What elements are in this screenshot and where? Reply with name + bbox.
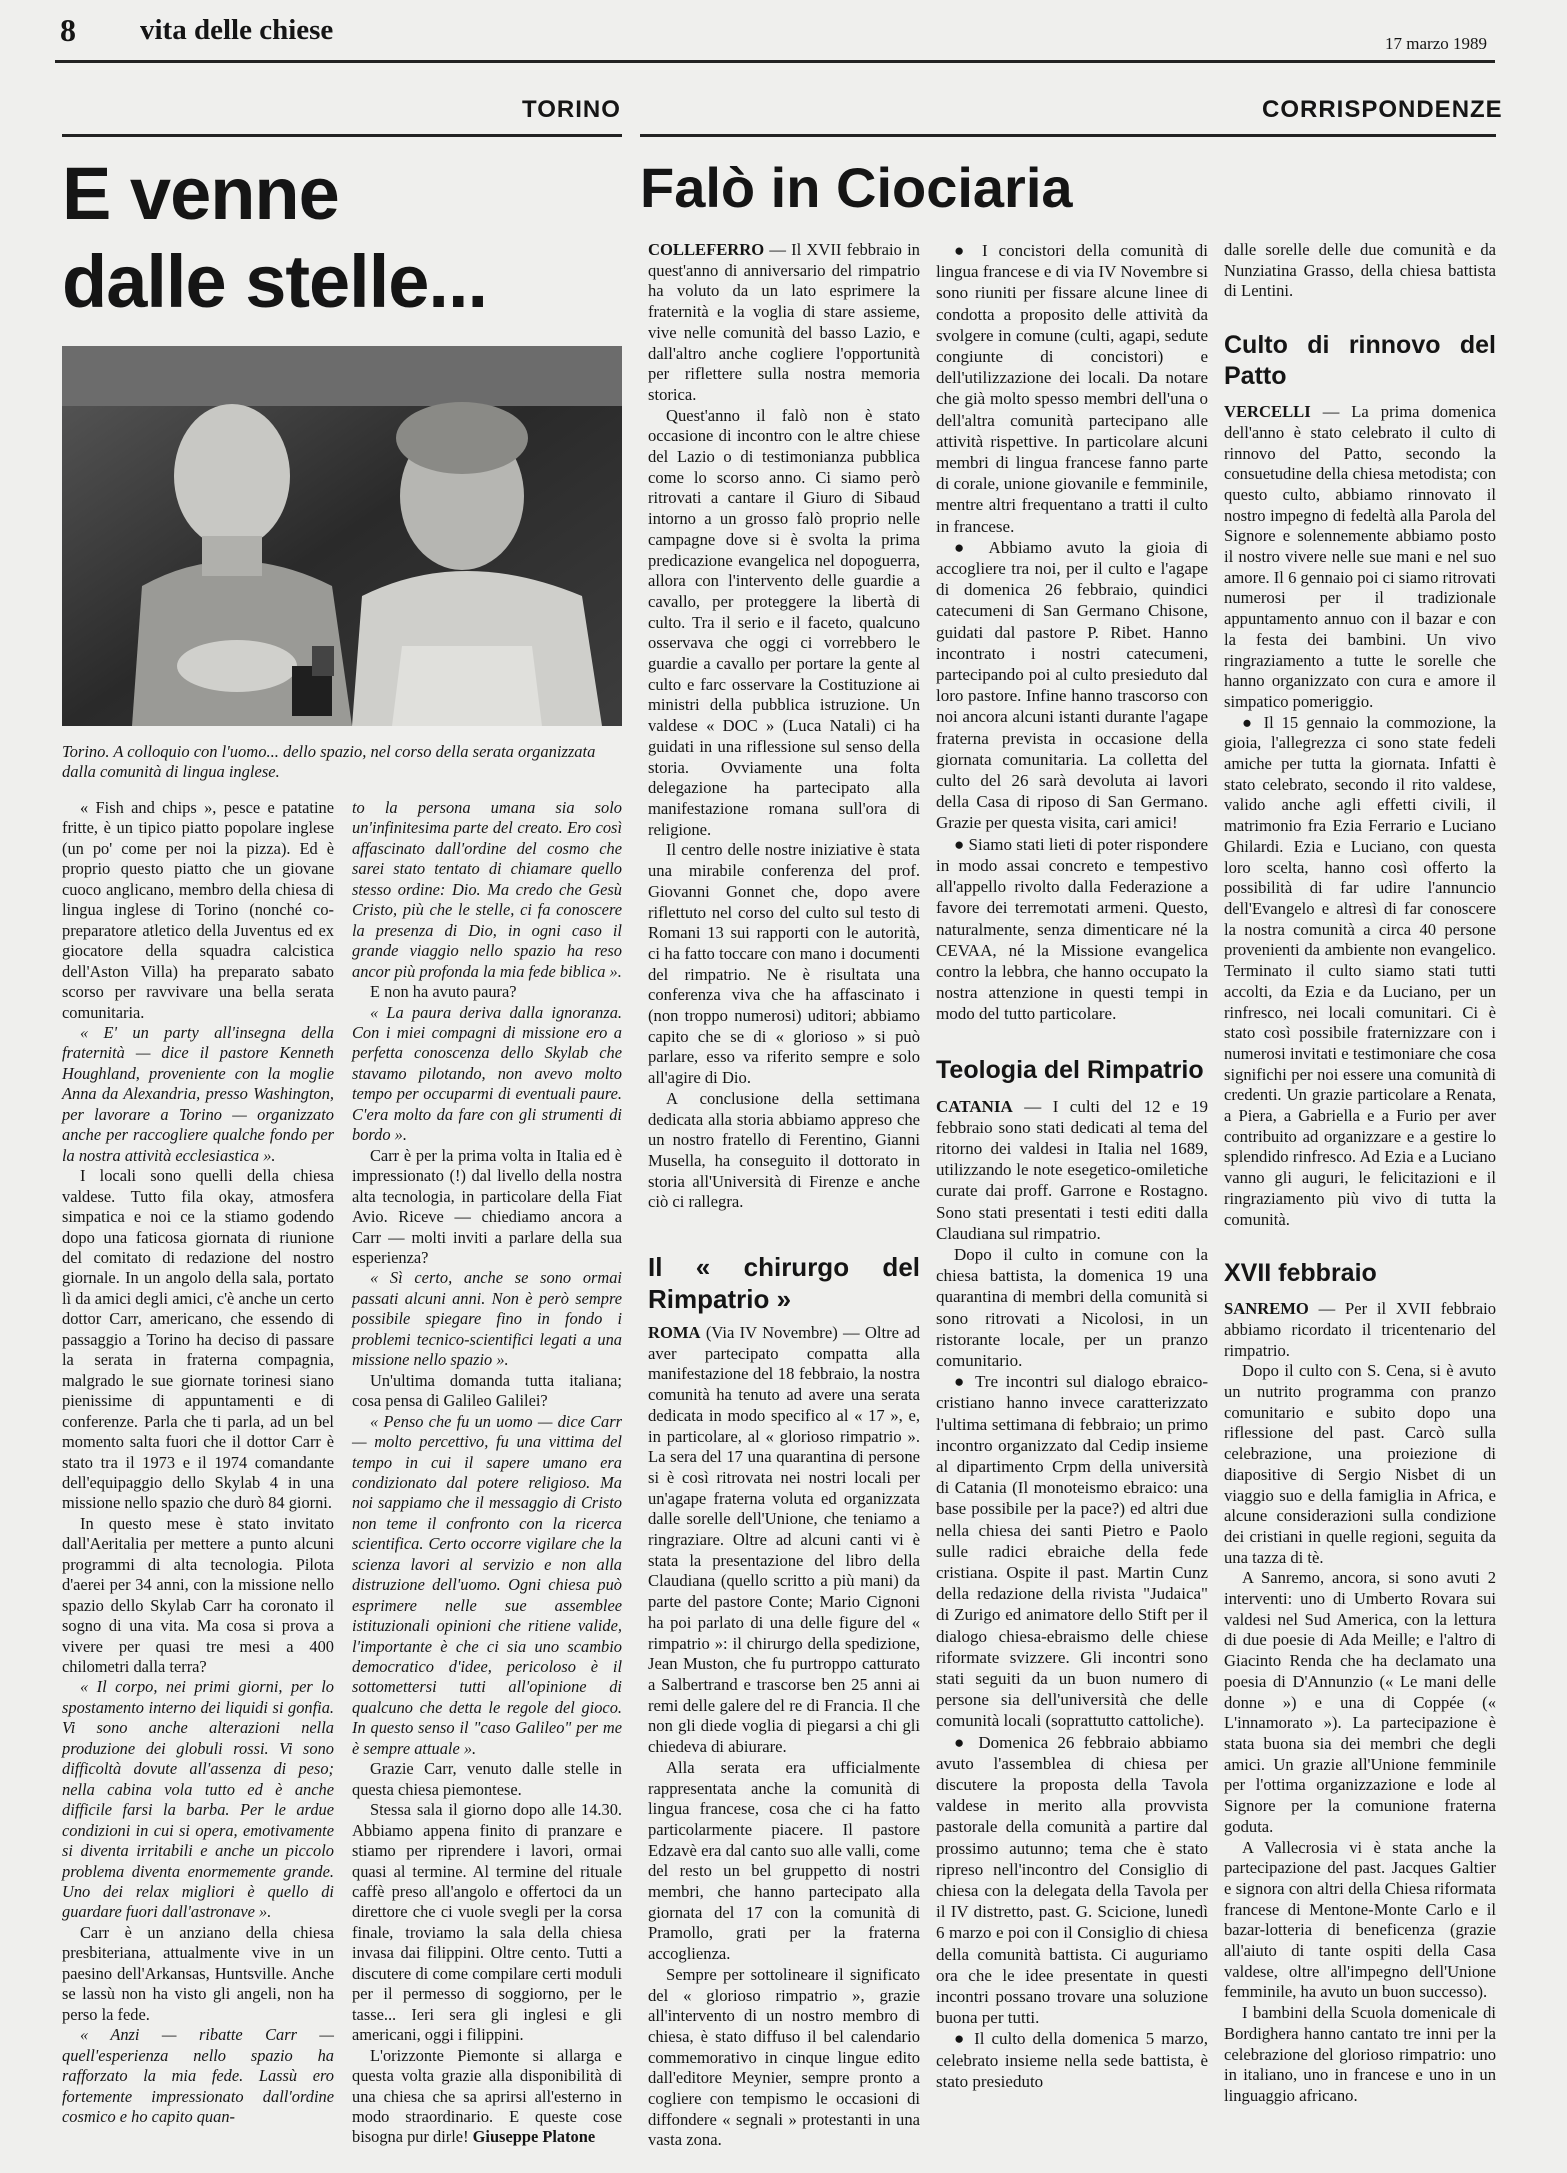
dateline-catania: CATANIA — [936, 1096, 1013, 1116]
paragraph: Dopo il culto con S. Cena, si è avuto un nutrito programma con pranzo comunitario e subito dopo una riflessione del past. Carcò sulla celebrazione, una proiezione di diapositive di Sergio Nisbet di un viaggio suo e della famiglia in Africa, e alcune considerazioni sulla condizione dei cristiani in quelle regioni, seguita da una tazza di tè. — [1224, 1361, 1496, 1567]
paragraph: « Fish and chips », pesce e patatine fritte, è un tipico piatto popolare inglese (un po' come per noi la pizza). Ed è proprio questo piatto che un giovane cuoco anglicano, membro della chiesa di lingua inglese di Torino (nonché co-preparatore atletico della Juventus ed ex giocatore della squadra calcistica dell'Aston Villa) ha preparato sabato scorso per ravvivare una bella serata comunitaria. — [62, 798, 334, 1022]
paragraph: ● Abbiamo avuto la gioia di accogliere tra noi, per il culto e l'agape di domenica 26 febbraio, quindici catecumeni di San Germano Chisone, guidati dal pastore P. Ribet. Hanno incontrato i nostri catecumeni, partecipando poi al culto presieduto dal loro pastore. Infine hanno trascorso con noi ancora alcuni istanti durante l'agape fraterna prevista in occasione della giornata comunitaria. La colletta del culto del 26 sarà devoluta ai lavori della Casa di riposo di San Germano. Grazie per questa visita, cari amici! — [936, 537, 1208, 834]
paragraph: « La paura deriva dalla ignoranza. Con i miei compagni di missione ero a perfetta conoscenza dello Skylab che stavamo pilotando, non avevo molto tempo per occuparmi di eventuali paure. C'era molto da fare con gli strumenti di bordo ». — [352, 1002, 622, 1145]
paragraph-text: (Via IV Novembre) — Oltre ad aver partecipato compatta alla manifestazione del 18 febbraio, la nostra comunità ha tenuto ad avere una serata dedicata in modo specifico al « 17 », e, in particolare, al « glorioso rimpatrio ». La sera del 17 una quarantina di persone si è così ritrovata nei nostri locali per un'agape fraterna voluta ed organizzata dalle sorelle dell'Unione, che teniamo a ringraziare. Oltre ad alcuni canti vi è stata la presentazione del libro della Claudiana (quello scritto a più mani) da parte del pastore Conte; Mario Cignoni ha poi parlato di una delle figure del « rimpatrio »: il chirurgo della spedizione, Jean Muston, che fu purtroppo catturato a Salbertrand e trascorse ben 25 anni ai remi delle galere del re di Francia. Il che non gli diede voglia di piegarsi a chi gli chiedeva di abiurare. — [648, 1323, 920, 1757]
paragraph-text: L'orizzonte Piemonte si allarga e questa volta grazie alla disponibilità di una chiesa che sa aprirsi all'esterno in modo straordinario. E queste cose bisogna pur dirle! — [352, 2045, 622, 2147]
paragraph: ● Il culto della domenica 5 marzo, celebrato insieme nella sede battista, è stato presieduto — [936, 2028, 1208, 2092]
subheading-teologia-title: Teologia del Rimpatrio — [936, 1055, 1204, 1084]
paragraph: I bambini della Scuola domenicale di Bordighera hanno cantato tre inni per la celebrazione del glorioso rimpatrio: uno in italiano, uno in francese e uno in un linguaggio africano. — [1224, 2003, 1496, 2105]
paragraph: ● Siamo stati lieti di poter rispondere in modo assai concreto e tempestivo all'appello rivolto dalla Federazione a favore dei terremotati armeni. Questo, naturalmente, senza dimenticare né la CEVAA, né la Missione evangelica contro la lebbra, che hanno occupato la nostra attenzione in questi tempi in modo del tutto particolare. — [936, 834, 1208, 1025]
article2-column-1 — [648, 240, 920, 2151]
paragraph: Un'ultima domanda tutta italiana; cosa pensa di Galileo Galilei? — [352, 1370, 622, 1411]
paragraph: « E' un party all'insegna della fraternità — dice il pastore Kenneth Houghland, proveniente con la moglie Anna da Alexandria, presso Washington, per lavorare a Torino — organizzato anche per raccogliere qualche fondo per la nostra attività ecclesiastica ». — [62, 1022, 334, 1165]
paragraph — [352, 2046, 622, 2148]
paragraph-text: — Per il XVII febbraio abbiamo ricordato il tricentenario del rimpatrio. — [1224, 1299, 1496, 1360]
paragraph: A Vallecrosia vi è stata anche la partecipazione del past. Jacques Galtier e signora con altri della Chiesa riformata francese di Mentone-Monte Carlo e il bazar-lotteria di beneficenza (grazie all'aiuto di tante ospiti della Casa valdese, oltre all'impegno dell'Unione femminile, ha avuto un buon successo). — [1224, 1837, 1496, 2002]
page-number: 8 — [60, 12, 76, 48]
section-label-corrispondenze: CORRISPONDENZE — [1262, 96, 1503, 123]
paragraph: Il centro delle nostre iniziative è stata una mirabile conferenza del prof. Giovanni Gonnet che, dopo avere riflettuto nel corso del culto sul testo di Romani 13 sui rapporti con le autorità, ci ha fatto toccare con mano i documenti del rimpatrio. Ne è risultata una conferenza viva che ha affascinato i (non troppo numerosi) uditori; abbiamo capito che se di « glorioso » si può parlare, esso va riferito sempre e solo all'agire di Dio. — [648, 840, 920, 1088]
paragraph — [1224, 402, 1496, 713]
paragraph-text: — Il XVII febbraio in quest'anno di anniversario del rimpatrio ha voluto da un lato esprimere la fraternità e la voglia di stare assieme, vive nelle comunità del basso Lazio, e dall'altro anche cogliere l'opportunità per riflettere sulla nostra memoria storica. — [648, 240, 920, 404]
paragraph: ● Tre incontri sul dialogo ebraico-cristiano hanno invece caratterizzato l'ultima settimana di febbraio; un primo incontro organizzato dal Cedip insieme al dipartimento Crpm della università di Catania (Il monoteismo ebraico: una base possibile per la pace?) ed altri due nella chiesa dei santi Pietro e Paolo sulle radici ebraiche della fede cristiana. Ospite il past. Martin Cunz della redazione della rivista "Judaica" di Zurigo ed animatore dello Stift per il dialogo chiesa-ebraismo delle chiese riformate svizzere. Gli incontri sono stati seguiti da un buon numero di persone sia dell'università che delle comunità locali (soprattutto cattoliche). — [936, 1371, 1208, 1731]
paragraph-text: — I culti del 12 e 19 febbraio sono stati dedicati al tema del ritorno dei valdesi in Italia nel 1689, utilizzando le note esegetico-omiletiche curate dai proff. Garrone e Rostagno. Sono stati presentati i testi editi dalla Claudiana sul rimpatrio. — [936, 1096, 1209, 1243]
article-title-torino — [62, 150, 622, 326]
paragraph: « Penso che fu un uomo — dice Carr — molto percettivo, fu una vittima del tempo in cui il sapere umano era condizionato dal potere religioso. Ma noi sappiamo che il messaggio di Cristo non teme il confronto con la ricerca scientifica. Certo occorre vigilare che la scienza lavori al servizio e non alla distruzione dell'uomo. Ogni chiesa può esprimere nelle sue assemblee istituzionali opinioni che ritiene valide, l'importante è che ci sia uno scambio democratico d'idee, pericoloso è il sottomettersi tutti all'opinione di qualcuno che detta le regole del gioco. In questo senso il "caso Galileo" per me è sempre attuale ». — [352, 1411, 622, 1758]
article-title-falo: Falò in Ciociaria — [640, 156, 1073, 219]
paragraph: Sempre per sottolineare il significato del « glorioso rimpatrio », grazie all'intervento di un nostro membro di chiesa, è stato diffuso il bel calendario commemorativo in cinque lingue edito dall'editore Meynier, sempre pronto a cogliere con tempismo le occasioni di diffondere « segnali » protestanti in una vasta zona. — [648, 1964, 920, 2150]
paragraph: Carr è un anziano della chiesa presbiteriana, attualmente vive in un paesino dell'Arkansas, Huntsville. Anche se lassù non ha visto gli angeli, non ha perso la fede. — [62, 1922, 334, 2024]
subheading-xvii-title: XVII febbraio — [1224, 1259, 1377, 1288]
photo-two-men — [62, 346, 622, 726]
paragraph — [648, 1323, 920, 1758]
paragraph — [1224, 1299, 1496, 1361]
article1-column-1 — [62, 798, 334, 2127]
subheading-culto-title: Culto di rinnovo del Patto — [1224, 331, 1496, 391]
dateline-vercelli: VERCELLI — [1224, 402, 1311, 422]
paragraph: Quest'anno il falò non è stato occasione di incontro con le altre chiese del Lazio o di testimonianza pubblica come lo scorso anno. Ci siamo però ritrovati a cantare il Giuro di Sibaud intorno a un grosso falò proprio nelle campagne dove si è svolta la prima predicazione evangelica nel dopoguerra, allora con l'intervento delle guardie a cavallo, per proteggere la libertà di culto. Tra il serio e il faceto, qualcuno osservava che oggi ci vorrebbero le guardie a cavallo per portare la gente al culto e farc osservare la Costituzione ai ministri della pubblica istruzione. Un valdese « DOC » (Luca Natali) ci ha guidati in una riflessione sul senso della storia. Ovviamente una folta delegazione ha partecipato alla manifestazione romana sull'ora di religione. — [648, 405, 920, 839]
masthead-rule — [55, 60, 1495, 63]
paragraph: In questo mese è stato invitato dall'Aeritalia per mettere a punto alcuni programmi di alta tecnologia. Pilota d'aerei per 34 anni, con la missione nello spazio dello Skylab Carr ha coronato il sogno di una vita. Ma cosa si prova a vivere per quasi tre mesi a 400 chilometri dalla terra? — [62, 1513, 334, 1677]
paragraph: I locali sono quelli della chiesa valdese. Tutto fila okay, atmosfera simpatica e noi ce la stiamo godendo dopo una faticosa giornata di riunione del comitato di redazione del nostro giornale. In un angolo della sala, portato lì da amici degli amici, c'è anche un certo dottor Carr, americano, che essendo di passaggio a Torino ha deciso di passare la serata in fraterna compagnia, malgrado le sue giornate torinesi siano pienissime di appuntamenti e di conferenze. Parla che ti parla, ad un bel momento salta fuori che il dottor Carr è stato tra il 1973 e il 1974 comandante dell'equipaggio dello Skylab 4 in una missione nello spazio che durò 84 giorni. — [62, 1166, 334, 1513]
section-label-torino: TORINO — [522, 96, 621, 123]
article3-column — [936, 240, 1208, 2092]
subheading-chirurgo-title: Il « chirurgo del Rimpatrio » — [648, 1252, 920, 1315]
paragraph: to la persona umana sia solo un'infinitesima parte del creato. Ero così affascinato dall'ordine del cosmo che sarei stato tentato di chiamare quello stesso ordine: Dio. Ma credo che Gesù Cristo, più che le stelle, ci fa conoscere la presenza di Dio, in ogni caso il grande viaggio nello spazio ha reso ancor più profonda la mia fede biblica ». — [352, 798, 622, 981]
issue-date: 17 marzo 1989 — [1385, 34, 1487, 53]
photo-caption: Torino. A colloquio con l'uomo... dello spazio, nel corso della serata organizzata dalla comunità di lingua inglese. — [62, 742, 596, 781]
subheading-xvii — [1224, 1258, 1496, 1289]
paragraph: ● Domenica 26 febbraio abbiamo avuto l'assemblea di chiesa per discutere la proposta della Tavola valdese in merito alla provvista pastorale della comunità a partire dal prossimo autunno; tema che è stato ripreso nell'incontro del Consiglio di chiesa con la delegata della Tavola per il IV distretto, past. G. Scicione, lunedì 6 marzo e poi con il Consiglio di chiesa della comunità battista. Ci auguriamo ora che le idee presentate in questi incontri possano trovare una soluzione buona per tutti. — [936, 1732, 1208, 2029]
article4-column — [1224, 240, 1496, 2107]
paragraph: Dopo il culto in comune con la chiesa battista, la domenica 19 una quarantina di membri della comunità si sono ritrovati a Nicolosi, in un ristorante locale, per un pranzo comunitario. — [936, 1244, 1208, 1370]
paragraph: ● I concistori della comunità di lingua francese e di via IV Novembre si sono riuniti per fissare alcune linee di condotta a proposito delle attività da svolgere in comune (culti, agapi, sedute congiunte di concistori) e dell'utilizzazione dei locali. Da notare che già molto spesso membri dell'una o dell'altra comunità partecipano alle attività rispettive. In particolare alcuni membri di lingua francese fanno parte di corale, unione giovanile e femminile, mentre altri frequentano a tratti il culto in francese. — [936, 240, 1208, 537]
paragraph: Stessa sala il giorno dopo alle 14.30. Abbiamo appena finito di pranzare e stiamo per riprendere i lavori, ormai quasi al termine. Al termine del rituale caffè preso all'angolo e offertoci da un direttore che ci vuole svegli per la corsa finale, troviamo la sala della chiesa invasa dai filippini. Oltre cento. Tutti a discutere di come compilare certi moduli per il permesso di soggiorno, per le tasse... Ieri sera gli inglesi e gli americani, oggi i filippini. — [352, 1800, 622, 2045]
subheading-teologia — [936, 1055, 1208, 1086]
subheading-culto — [1224, 330, 1496, 392]
paragraph-text: — La prima domenica dell'anno è stato celebrato il culto di rinnovo del Patto, secondo la consuetudine della chiesa metodista; con questo culto, abbiamo rinnovato il nostro impegno di fedeltà alla Parola del Signore e solennemente abbiamo posto il nostro vivere nelle sue mani e nel suo amore. Il 6 gennaio poi ci siamo ritrovati numerosi per il tradizionale appuntamento annuo con il bazar e con la festa dei bambini. Un vivo ringraziamento a tutte le sorelle che hanno organizzato con cura e amore il simpatico pomeriggio. — [1224, 402, 1496, 711]
article-title-line2: dalle stelle... — [62, 240, 488, 323]
article1-column-2 — [352, 798, 622, 2148]
author-signature: Giuseppe Platone — [472, 2127, 596, 2147]
paragraph: « Il corpo, nei primi giorni, per lo spostamento interno dei liquidi si gonfia. Vi sono anche alterazioni nella produzione dei globuli rossi. Vi sono difficoltà dovute all'assenza di peso; nella cabina vola tutto ed è anche difficile farsi la barba. Per le ardue condizioni in cui si opera, emotivamente si diventa irritabili e anche un piccolo problema diventa enormemente grande. Uno dei relax migliori è quello di guardare fuori dall'astronave ». — [62, 1677, 334, 1922]
paragraph: dalle sorelle delle due comunità e da Nunziatina Grasso, della chiesa battista di Lentini. — [1224, 240, 1496, 301]
dateline-roma: ROMA — [648, 1323, 701, 1343]
paragraph: Alla serata era ufficialmente rappresentata anche la comunità di lingua francese, cosa che ci ha fatto particolarmente piacere. Il pastore Edzavè era dal canto suo alle valli, come del resto un bel gruppetto di nostri membri, che hanno partecipato alla giornata del 17 con la comunità di Pramollo, grati per la fraterna accoglienza. — [648, 1757, 920, 1964]
paragraph — [936, 1096, 1208, 1244]
article-photo — [62, 346, 622, 726]
article-title-line1: E venne — [62, 152, 339, 235]
paragraph: ● Il 15 gennaio la commozione, la gioia, l'allegrezza ci sono state fedeli amiche per tutta la giornata. Infatti è stato celebrato, secondo il rito valdese, valido anche agli effetti civili, il matrimonio fra Ezia Ferrario e Luciano Ghilardi. Ezia e Luciano, con questa loro scelta, hanno così offerto la possibilità di far udire l'annuncio dell'Evangelo e altresì di far conoscere la nostra comunità a circa 40 persone provenienti da ambiente non evangelico. Terminato il culto siamo stati tutti accolti, da Ezia e da Luciano, per un rinfresco, nei locali comunitari. Ci è stato così possibile fraternizzare con i numerosi invitati e testimoniare che cosa significhi per noi essere una comunità di credenti. Un grazie particolare a Renata, a Piera, a Gabriella e a Furio per aver contribuito ad organizzare e a gestire lo splendido rinfresco. Ad Ezia e a Luciano vanno gli auguri, le felicitazioni e il ringraziamento più vivo di tutta la comunità. — [1224, 713, 1496, 1231]
paragraph: « Sì certo, anche se sono ormai passati alcuni anni. Non è però sempre possibile spiegare fino in fondo i problemi tecnico-scientifici legati a una missione nello spazio ». — [352, 1268, 622, 1370]
paragraph: Grazie Carr, venuto dalle stelle in questa chiesa piemontese. — [352, 1759, 622, 1799]
publication-name: vita delle chiese — [140, 14, 334, 46]
paragraph: E non ha avuto paura? — [370, 982, 517, 1002]
paragraph: A Sanremo, ancora, si sono avuti 2 interventi: uno di Umberto Rovara sui valdesi nel Sud America, con la lettura di due poesie di Ada Meille; e l'altro di Giacinto Renda che ha declamato una poesia di D'Annunzio (« Le mani delle donne ») e una di Coppée (« L'innamorato »). La partecipazione è stata buona sia dei membri che degli amici. Un grazie all'Unione femminile per l'ottima organizzazione e lode al Signore per la comunione fraterna goduta. — [1224, 1568, 1496, 1836]
paragraph: A conclusione della settimana dedicata alla storia abbiamo appreso che un nostro fratello di Ferentino, Gianni Musella, ha conseguito il dottorato in storia all'Università di Firenze e anche ciò ci rallegra. — [648, 1088, 920, 1212]
section-rule-right — [640, 134, 1496, 137]
dateline-colleferro: COLLEFERRO — [648, 240, 765, 259]
dateline-sanremo: SANREMO — [1224, 1299, 1309, 1319]
subheading-chirurgo — [648, 1251, 920, 1315]
paragraph: Carr è per la prima volta in Italia ed è impressionato (!) dal livello della nostra alta tecnologia, in particolare della Fiat Avio. Riceve — chiediamo ancora a Carr — molti inviti a parlare della sua esperienza? — [352, 1145, 622, 1267]
paragraph — [648, 240, 920, 406]
paragraph: « Anzi — ribatte Carr — quell'esperienza nello spazio ha rafforzato la mia fede. Lassù ero fortemente impressionato dall'ordine cosmico e ho capito quan- — [62, 2025, 334, 2126]
section-rule-left — [62, 134, 622, 137]
